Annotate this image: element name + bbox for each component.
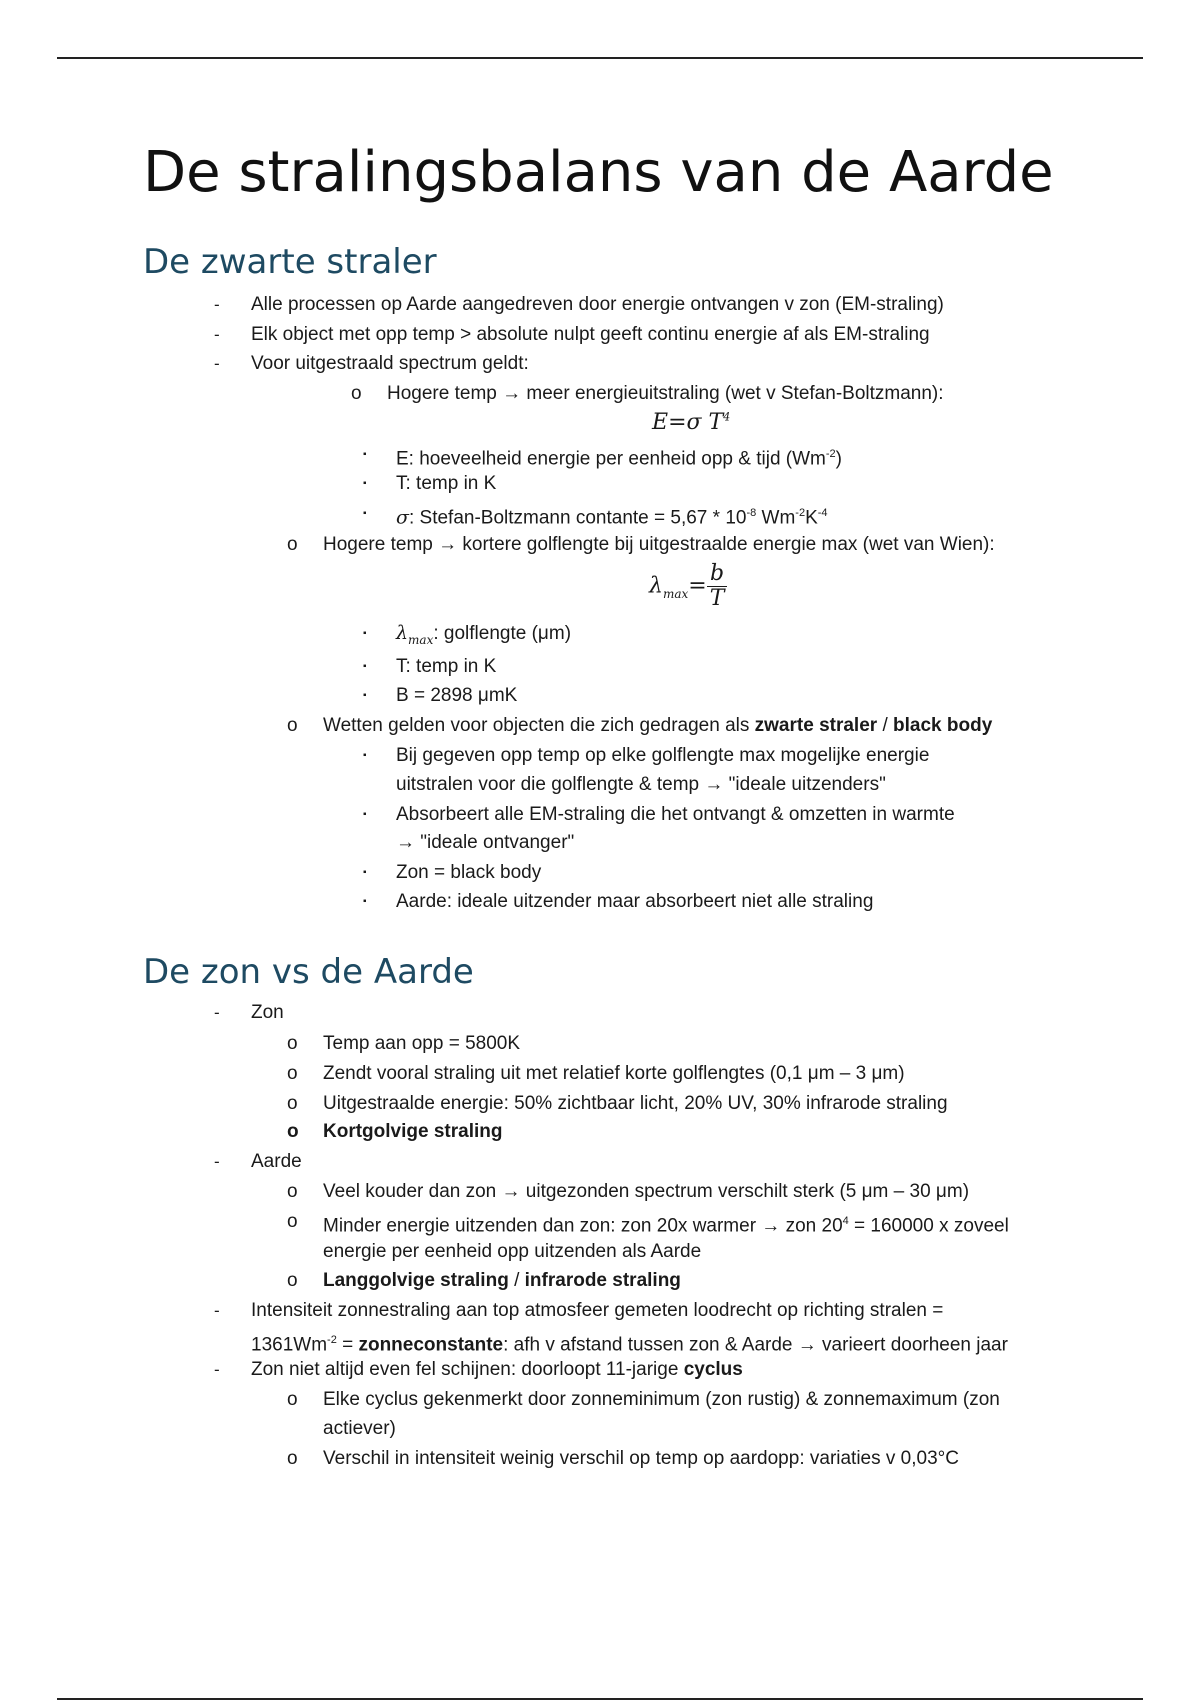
exponent: -8 [746,507,757,519]
square-bullet: ▪ [363,750,367,761]
section-heading-zon-vs-aarde: De zon vs de Aarde [143,952,474,992]
bullet-text-continuation: → "ideale ontvanger" [396,832,575,853]
bullet-text: Uitgestraalde energie: 50% zichtbaar licht, 20% UV, 30% infrarode straling [323,1093,948,1114]
formula-symbol: λ [649,573,663,599]
bullet-text: Zendt vooral straling uit met relatief korte golflengtes (0,1 μm – 3 μm) [323,1063,905,1084]
exponent: -4 [817,507,828,519]
bold-term: cyclus [683,1359,743,1380]
circle-bullet: o [287,715,298,736]
circle-bullet: o [287,1063,298,1084]
formula-subscript: max [662,586,689,601]
formula-wien [649,562,727,611]
bullet-text: Intensiteit zonnestraling aan top atmosfeer gemeten loodrecht op richting stralen = [251,1300,944,1321]
lambda-symbol: λ [396,622,409,644]
bullet-text [396,499,828,532]
formula-symbol: = [688,573,707,599]
circle-bullet: o [287,1181,298,1202]
formula-stefan-boltzmann [652,410,730,435]
formula-symbol: σ [686,410,702,435]
bullet-text [323,711,992,740]
bullet-text [323,1207,1009,1240]
bullet-text: Hogere temp → meer energieuitstraling (wet v Stefan-Boltzmann): [387,383,944,404]
text-run: Wm [756,507,796,529]
page-title: De stralingsbalans van de Aarde [143,140,1054,205]
bullet-text: Voor uitgestraald spectrum geldt: [251,353,529,374]
square-bullet: ▪ [363,508,367,519]
bullet-text: B = 2898 μmK [396,685,518,706]
square-bullet: ▪ [363,690,367,701]
text-run: Minder energie uitzenden dan zon: zon 20x warmer → zon 20 [323,1215,843,1237]
bullet-text: T: temp in K [396,656,497,677]
bullet-text: Elk object met opp temp > absolute nulpt geeft continu energie af als EM-straling [251,324,930,345]
text-run: 1361Wm [251,1334,328,1356]
square-bullet: ▪ [363,867,367,878]
circle-bullet: o [287,1270,298,1291]
text-run: ) [835,448,842,470]
bullet-text: Hogere temp → kortere golflengte bij uitgestraalde energie max (wet van Wien): [323,534,995,555]
square-bullet: ▪ [363,896,367,907]
dash-bullet: - [214,354,220,373]
bullet-text: Alle processen op Aarde aangedreven door energie ontvangen v zon (EM-straling) [251,294,944,315]
dash-bullet: - [214,325,220,344]
circle-bullet: o [351,383,362,404]
circle-bullet: o [287,1121,299,1142]
circle-bullet: o [287,1389,298,1410]
dash-bullet: - [214,1152,220,1171]
circle-bullet: o [287,1093,298,1114]
bold-term: zonneconstante [358,1334,504,1356]
circle-bullet: o [287,534,298,555]
bold-term: zwarte straler [754,715,878,736]
text-run: Zon niet altijd even fel schijnen: doorloopt 11-jarige [251,1359,684,1380]
bullet-text-continuation: energie per eenheid opp uitzenden als Aarde [323,1241,702,1262]
text-run: : golflengte (μm) [433,623,572,644]
square-bullet: ▪ [363,628,367,639]
bold-term: infrarode straling [524,1270,681,1291]
bullet-text: Bij gegeven opp temp op elke golflengte max mogelijke energie [396,745,930,766]
formula-fraction [707,562,728,611]
bullet-text: Aarde: ideale uitzender maar absorbeert niet alle straling [396,891,874,912]
subscript: max [408,632,434,647]
bullet-text: Absorbeert alle EM-straling die het ontvangt & omzetten in warmte [396,804,955,825]
sigma-symbol: σ [396,506,409,529]
bold-term: black body [893,715,993,736]
bullet-text: Aarde [251,1151,302,1172]
square-bullet: ▪ [363,478,367,489]
fraction-denominator: T [709,586,725,611]
formula-exponent: 4 [723,410,731,424]
formula-symbol: = [668,410,687,435]
bullet-text-continuation: uitstralen voor die golflengte & temp → "ideale uitzenders" [396,774,886,795]
bullet-text [323,1266,681,1295]
circle-bullet: o [287,1211,298,1232]
text-run: / [508,1270,525,1291]
text-run: = [336,1334,359,1356]
bullet-text [396,619,571,655]
dash-bullet: - [214,1360,220,1379]
bold-term: Langgolvige straling [323,1270,509,1291]
bullet-text: Kortgolvige straling [323,1121,503,1142]
text-run: Wetten gelden voor objecten die zich gedragen als [323,715,755,736]
exponent: -2 [795,507,806,519]
text-run: : afh v afstand tussen zon & Aarde → varieert doorheen jaar [503,1334,1008,1356]
dash-bullet: - [214,1301,220,1320]
text-run: E: hoeveelheid energie per eenheid opp & tijd (Wm [396,448,826,470]
bullet-text: Verschil in intensiteit weinig verschil op temp op aardopp: variaties v 0,03°C [323,1448,959,1469]
bullet-text-continuation: actiever) [323,1418,396,1439]
dash-bullet: - [214,1003,220,1022]
bullet-text: Zon = black body [396,862,542,883]
bullet-text: Temp aan opp = 5800K [323,1033,521,1054]
bullet-text [251,1355,743,1384]
square-bullet: ▪ [363,809,367,820]
circle-bullet: o [287,1033,298,1054]
exponent: -2 [327,1334,337,1346]
exponent: 4 [842,1215,849,1227]
bullet-text: Elke cyclus gekenmerkt door zonneminimum (zon rustig) & zonnemaximum (zon [323,1389,1000,1410]
text-run: : Stefan-Boltzmann contante = 5,67 * 10 [408,507,747,529]
square-bullet: ▪ [363,449,367,460]
formula-symbol: T [708,410,724,435]
bullet-text: T: temp in K [396,473,497,494]
text-run: = 160000 x zoveel [848,1215,1009,1237]
bullet-text: Zon [251,1002,284,1023]
top-rule [57,57,1143,59]
fraction-numerator: b [707,562,728,587]
text-run: / [877,715,894,736]
circle-bullet: o [287,1448,298,1469]
formula-symbol: E [652,410,669,435]
section-heading-zwarte-straler: De zwarte straler [143,242,437,282]
text-run: K [805,507,818,529]
square-bullet: ▪ [363,661,367,672]
exponent: -2 [825,448,836,460]
bullet-text: Veel kouder dan zon → uitgezonden spectrum verschilt sterk (5 μm – 30 μm) [323,1181,970,1202]
dash-bullet: - [214,295,220,314]
